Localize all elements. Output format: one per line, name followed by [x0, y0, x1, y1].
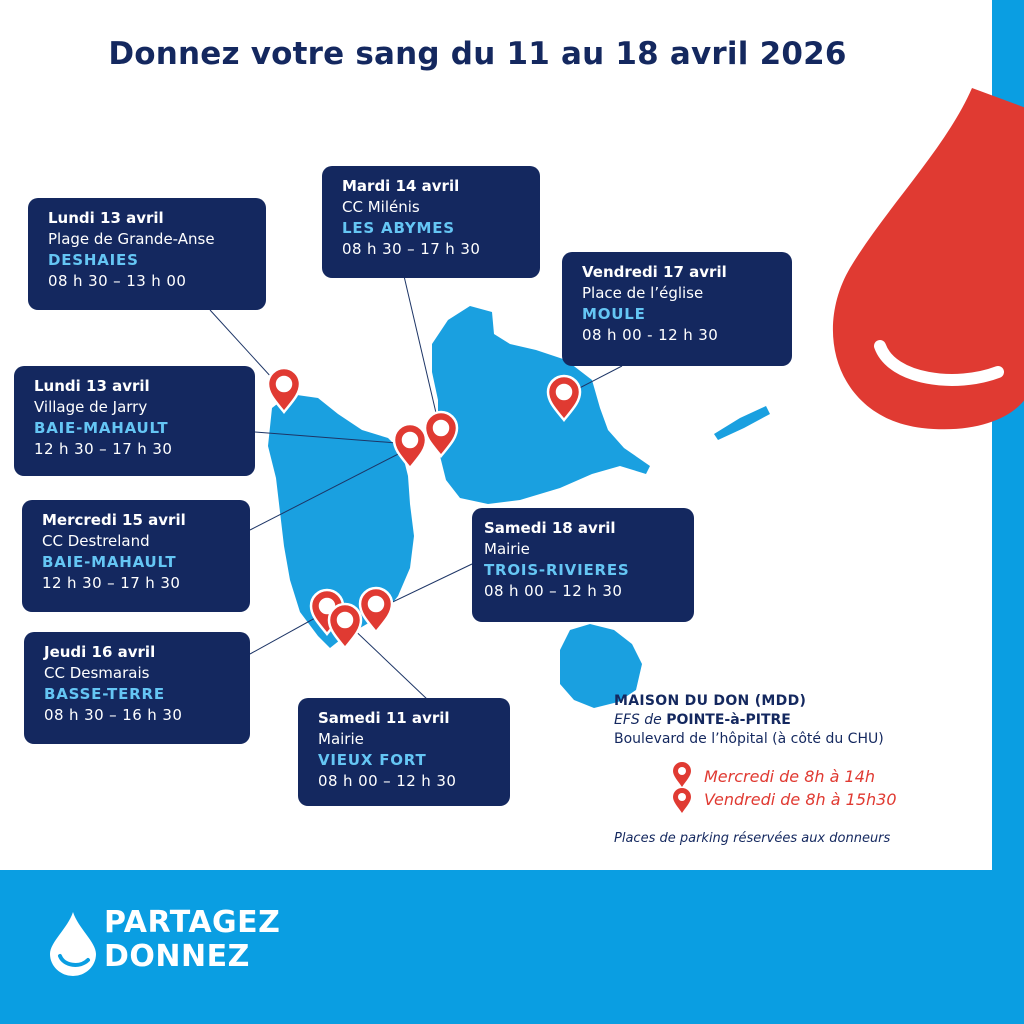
event-place: Mairie: [318, 730, 364, 748]
event-day: Lundi 13 avril: [48, 209, 164, 227]
mdd-schedule-wednesday: Mercredi de 8h à 14h: [704, 767, 876, 786]
event-place: CC Destreland: [42, 532, 150, 550]
mdd-name: MAISON DU DON (MDD): [614, 693, 807, 709]
event-card-moule: [562, 252, 792, 366]
mdd-city: POINTE-à-PITRE: [666, 712, 791, 728]
event-day: Samedi 11 avril: [318, 709, 450, 727]
event-place: Village de Jarry: [34, 398, 148, 416]
event-hours: 08 h 00 – 12 h 30: [484, 582, 623, 600]
event-day: Mardi 14 avril: [342, 177, 460, 195]
event-city: LES ABYMES: [342, 219, 455, 237]
location-pin-icon: [672, 762, 692, 788]
event-hours: 08 h 30 – 17 h 30: [342, 240, 481, 258]
event-card-jarry: [14, 366, 255, 476]
event-day: Vendredi 17 avril: [582, 263, 727, 281]
event-hours: 12 h 30 – 17 h 30: [42, 574, 181, 592]
event-card-basse-terre: [24, 632, 250, 744]
mdd-efs-line: [614, 711, 974, 730]
logo-line-2: DONNEZ: [104, 939, 250, 974]
logo-text: [104, 906, 280, 974]
event-city: TROIS-RIVIERES: [484, 561, 630, 579]
event-place: CC Desmarais: [44, 664, 150, 682]
desirade-island: [714, 406, 770, 440]
event-city: BAIE-MAHAULT: [42, 553, 177, 571]
event-hours: 08 h 30 – 16 h 30: [44, 706, 183, 724]
event-card-les-abymes: [322, 166, 540, 278]
event-city: MOULE: [582, 305, 646, 323]
location-pin-icon: [672, 788, 692, 814]
event-city: VIEUX FORT: [318, 751, 427, 769]
event-hours: 08 h 00 – 12 h 30: [318, 772, 457, 790]
event-place: CC Milénis: [342, 198, 420, 216]
event-day: Samedi 18 avril: [484, 519, 616, 537]
event-hours: 08 h 30 – 13 h 00: [48, 272, 187, 290]
mdd-efs-label: EFS de: [614, 712, 662, 728]
maison-du-don-info: [614, 692, 974, 749]
blood-drop-icon: [48, 910, 98, 976]
event-place: Place de l’église: [582, 284, 704, 302]
event-hours: 12 h 30 – 17 h 30: [34, 440, 173, 458]
event-hours: 08 h 00 - 12 h 30: [582, 326, 719, 344]
event-card-vieux-fort: [298, 698, 510, 806]
event-city: BASSE-TERRE: [44, 685, 165, 703]
logo-line-1: PARTAGEZ: [104, 905, 281, 940]
event-card-deshaies: [28, 198, 266, 310]
event-card-trois-rivieres: [472, 508, 694, 622]
event-day: Jeudi 16 avril: [44, 643, 156, 661]
mdd-schedule-friday: Vendredi de 8h à 15h30: [704, 790, 897, 809]
parking-note: Places de parking réservées aux donneurs: [614, 831, 891, 846]
event-place: Mairie: [484, 540, 530, 558]
page-title: Donnez votre sang du 11 au 18 avril 2026: [108, 36, 847, 72]
event-city: BAIE-MAHAULT: [34, 419, 169, 437]
event-card-destreland: [22, 500, 250, 612]
event-place: Plage de Grande-Anse: [48, 230, 215, 248]
event-day: Lundi 13 avril: [34, 377, 150, 395]
event-day: Mercredi 15 avril: [42, 511, 186, 529]
mdd-address: Boulevard de l’hôpital (à côté du CHU): [614, 731, 884, 747]
event-city: DESHAIES: [48, 251, 139, 269]
